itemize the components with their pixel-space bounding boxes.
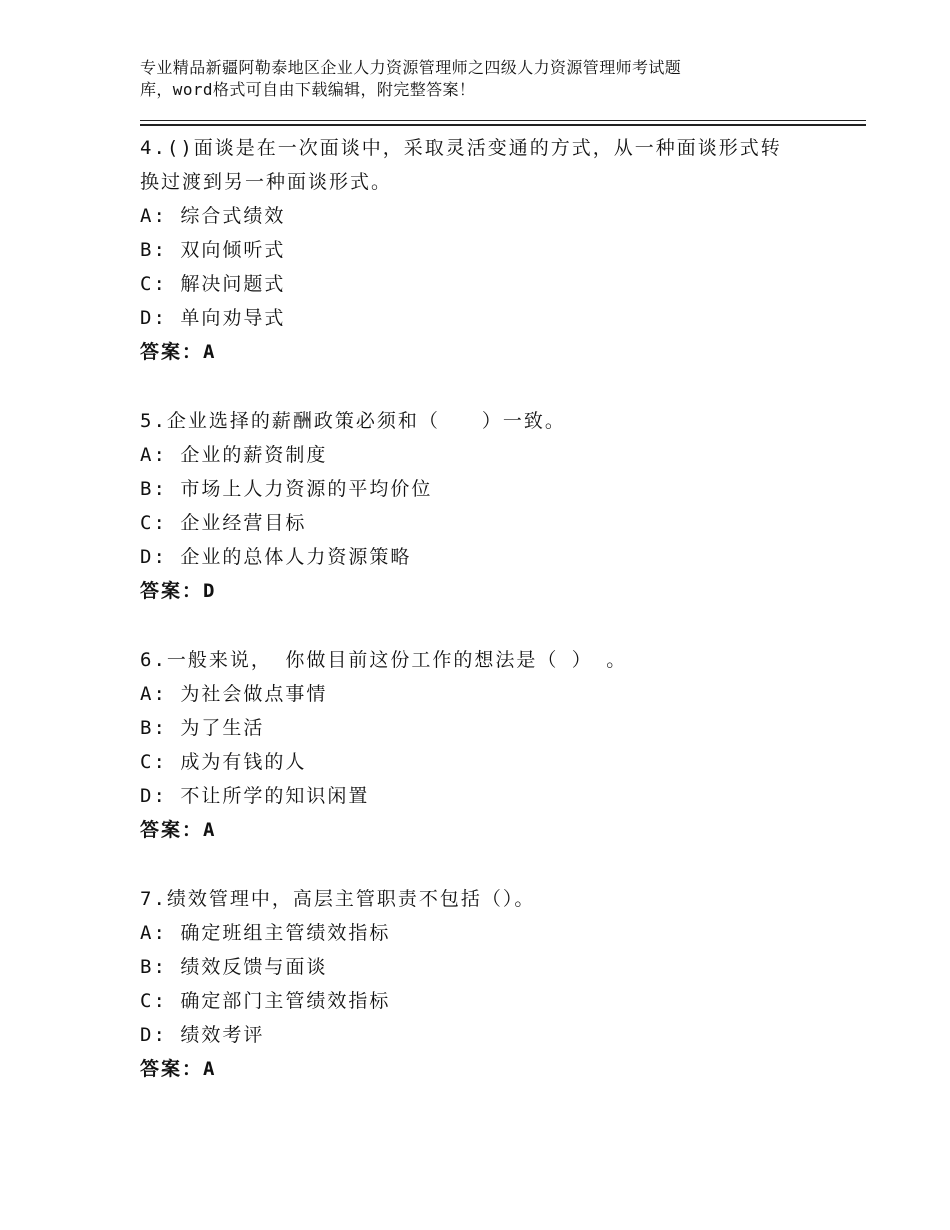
option-b: B: 绩效反馈与面谈 <box>140 956 328 978</box>
option-c: C: 企业经营目标 <box>140 512 307 534</box>
option-a: A: 综合式绩效 <box>140 205 286 227</box>
option-d: D: 单向劝导式 <box>140 307 286 329</box>
header-rule-thin <box>140 120 866 121</box>
answer-label: 答案：A <box>140 341 217 363</box>
option-c: C: 确定部门主管绩效指标 <box>140 990 391 1012</box>
answer-label: 答案：A <box>140 819 217 841</box>
question-list <box>140 131 840 1086</box>
question-text: 7.绩效管理中，高层主管职责不包括（）。 <box>140 888 536 910</box>
option-a: A: 企业的薪资制度 <box>140 444 328 466</box>
question-6 <box>140 643 840 847</box>
option-b: B: 市场上人力资源的平均价位 <box>140 478 433 500</box>
option-d: D: 绩效考评 <box>140 1024 265 1046</box>
option-c: C: 解决问题式 <box>140 273 286 295</box>
option-d: D: 不让所学的知识闲置 <box>140 785 370 807</box>
question-4 <box>140 131 840 369</box>
question-text: 6.一般来说， 你做目前这份工作的想法是（ ） 。 <box>140 649 628 671</box>
question-spacer <box>140 847 840 882</box>
question-text: 5.企业选择的薪酬政策必须和（ ）一致。 <box>140 410 566 432</box>
header-rule-thick <box>140 124 866 126</box>
header-line-1: 专业精品新疆阿勒泰地区企业人力资源管理师之四级人力资源管理师考试题 <box>140 58 682 77</box>
question-spacer <box>140 608 840 643</box>
option-d: D: 企业的总体人力资源策略 <box>140 546 412 568</box>
option-c: C: 成为有钱的人 <box>140 751 307 773</box>
document-header <box>140 57 780 101</box>
option-a: A: 为社会做点事情 <box>140 683 328 705</box>
answer-label: 答案：A <box>140 1058 217 1080</box>
question-text-continued: 换过渡到另一种面谈形式。 <box>140 171 393 193</box>
answer-label: 答案：D <box>140 580 217 602</box>
option-b: B: 为了生活 <box>140 717 265 739</box>
header-line-2: 库，word格式可自由下载编辑，附完整答案！ <box>140 80 476 99</box>
option-a: A: 确定班组主管绩效指标 <box>140 922 391 944</box>
question-7 <box>140 882 840 1086</box>
question-5 <box>140 404 840 608</box>
question-text: 4.()面谈是在一次面谈中，采取灵活变通的方式，从一种面谈形式转 <box>140 137 782 159</box>
option-b: B: 双向倾听式 <box>140 239 286 261</box>
question-spacer <box>140 369 840 404</box>
